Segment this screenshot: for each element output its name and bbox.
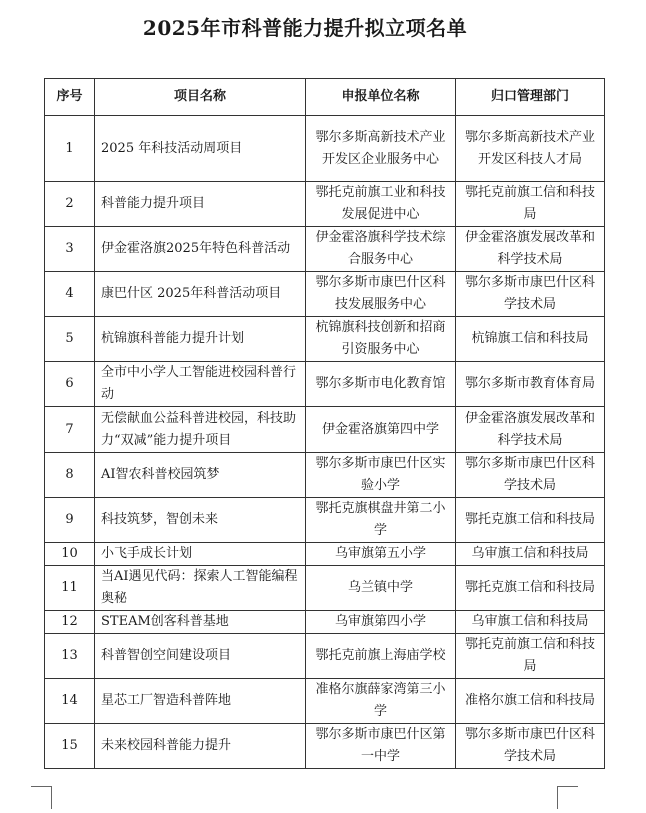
header-no: 序号	[45, 79, 95, 116]
header-unit: 申报单位名称	[306, 79, 456, 116]
cell-project: 2025 年科技活动周项目	[95, 116, 306, 182]
crop-mark-bottom-left	[31, 786, 52, 809]
header-dept: 归口管理部门	[456, 79, 605, 116]
cell-unit: 鄂尔多斯市电化教育馆	[306, 362, 456, 407]
table-row	[45, 724, 605, 769]
cell-no: 3	[45, 227, 95, 272]
cell-dept: 伊金霍洛旗发展改革和科学技术局	[456, 227, 605, 272]
table-row	[45, 362, 605, 407]
cell-unit: 乌兰镇中学	[306, 566, 456, 611]
cell-project: 科普智创空间建设项目	[95, 634, 306, 679]
cell-no: 12	[45, 611, 95, 634]
table-row	[45, 317, 605, 362]
cell-no: 5	[45, 317, 95, 362]
cell-no: 15	[45, 724, 95, 769]
cell-dept: 鄂托克前旗工信和科技局	[456, 634, 605, 679]
cell-project: 伊金霍洛旗2025年特色科普活动	[95, 227, 306, 272]
cell-no: 10	[45, 543, 95, 566]
cell-unit: 鄂尔多斯市康巴什区科技发展服务中心	[306, 272, 456, 317]
cell-dept: 鄂尔多斯市康巴什区科学技术局	[456, 272, 605, 317]
cell-project: STEAM创客科普基地	[95, 611, 306, 634]
cell-dept: 杭锦旗工信和科技局	[456, 317, 605, 362]
cell-dept: 鄂托克前旗工信和科技局	[456, 182, 605, 227]
table-row	[45, 227, 605, 272]
table-row	[45, 182, 605, 227]
cell-project: AI智农科普校园筑梦	[95, 453, 306, 498]
crop-mark-bottom-right	[557, 786, 578, 809]
cell-unit: 准格尔旗薛家湾第三小学	[306, 679, 456, 724]
cell-dept: 鄂托克旗工信和科技局	[456, 498, 605, 543]
table-row	[45, 407, 605, 453]
cell-no: 4	[45, 272, 95, 317]
cell-unit: 乌审旗第五小学	[306, 543, 456, 566]
cell-project: 科技筑梦，智创未来	[95, 498, 306, 543]
cell-project: 全市中小学人工智能进校园科普行动	[95, 362, 306, 407]
project-list-table	[44, 78, 605, 769]
cell-no: 8	[45, 453, 95, 498]
cell-no: 9	[45, 498, 95, 543]
cell-unit: 鄂尔多斯高新技术产业开发区企业服务中心	[306, 116, 456, 182]
cell-no: 11	[45, 566, 95, 611]
table-row	[45, 634, 605, 679]
table-row	[45, 611, 605, 634]
table-header-row	[45, 79, 605, 116]
cell-no: 6	[45, 362, 95, 407]
cell-no: 14	[45, 679, 95, 724]
table-row	[45, 543, 605, 566]
cell-unit: 伊金霍洛旗第四中学	[306, 407, 456, 453]
table-row	[45, 566, 605, 611]
cell-dept: 鄂托克旗工信和科技局	[456, 566, 605, 611]
cell-unit: 鄂尔多斯市康巴什区实验小学	[306, 453, 456, 498]
table-row	[45, 453, 605, 498]
cell-no: 7	[45, 407, 95, 453]
cell-unit: 鄂托克前旗上海庙学校	[306, 634, 456, 679]
cell-dept: 鄂尔多斯市康巴什区科学技术局	[456, 453, 605, 498]
cell-project: 小飞手成长计划	[95, 543, 306, 566]
table-row	[45, 679, 605, 724]
header-project: 项目名称	[95, 79, 306, 116]
cell-no: 1	[45, 116, 95, 182]
cell-project: 星芯工厂智造科普阵地	[95, 679, 306, 724]
table-row	[45, 498, 605, 543]
cell-dept: 鄂尔多斯高新技术产业开发区科技人才局	[456, 116, 605, 182]
cell-project: 当AI遇见代码：探索人工智能编程奥秘	[95, 566, 306, 611]
cell-no: 13	[45, 634, 95, 679]
cell-dept: 乌审旗工信和科技局	[456, 611, 605, 634]
cell-project: 康巴什区 2025年科普活动项目	[95, 272, 306, 317]
cell-dept: 乌审旗工信和科技局	[456, 543, 605, 566]
cell-dept: 鄂尔多斯市康巴什区科学技术局	[456, 724, 605, 769]
cell-unit: 鄂尔多斯市康巴什区第一中学	[306, 724, 456, 769]
cell-dept: 鄂尔多斯市教育体育局	[456, 362, 605, 407]
cell-project: 未来校园科普能力提升	[95, 724, 306, 769]
table-row	[45, 272, 605, 317]
cell-dept: 伊金霍洛旗发展改革和科学技术局	[456, 407, 605, 453]
page-title: 2025年市科普能力提升拟立项名单	[142, 16, 468, 40]
table-row	[45, 116, 605, 182]
cell-project: 科普能力提升项目	[95, 182, 306, 227]
cell-unit: 乌审旗第四小学	[306, 611, 456, 634]
cell-project: 无偿献血公益科普进校园，科技助力“双减”能力提升项目	[95, 407, 306, 453]
cell-unit: 鄂托克旗棋盘井第二小学	[306, 498, 456, 543]
cell-unit: 伊金霍洛旗科学技术综合服务中心	[306, 227, 456, 272]
cell-dept: 准格尔旗工信和科技局	[456, 679, 605, 724]
cell-project: 杭锦旗科普能力提升计划	[95, 317, 306, 362]
cell-unit: 鄂托克前旗工业和科技发展促进中心	[306, 182, 456, 227]
cell-no: 2	[45, 182, 95, 227]
cell-unit: 杭锦旗科技创新和招商引资服务中心	[306, 317, 456, 362]
